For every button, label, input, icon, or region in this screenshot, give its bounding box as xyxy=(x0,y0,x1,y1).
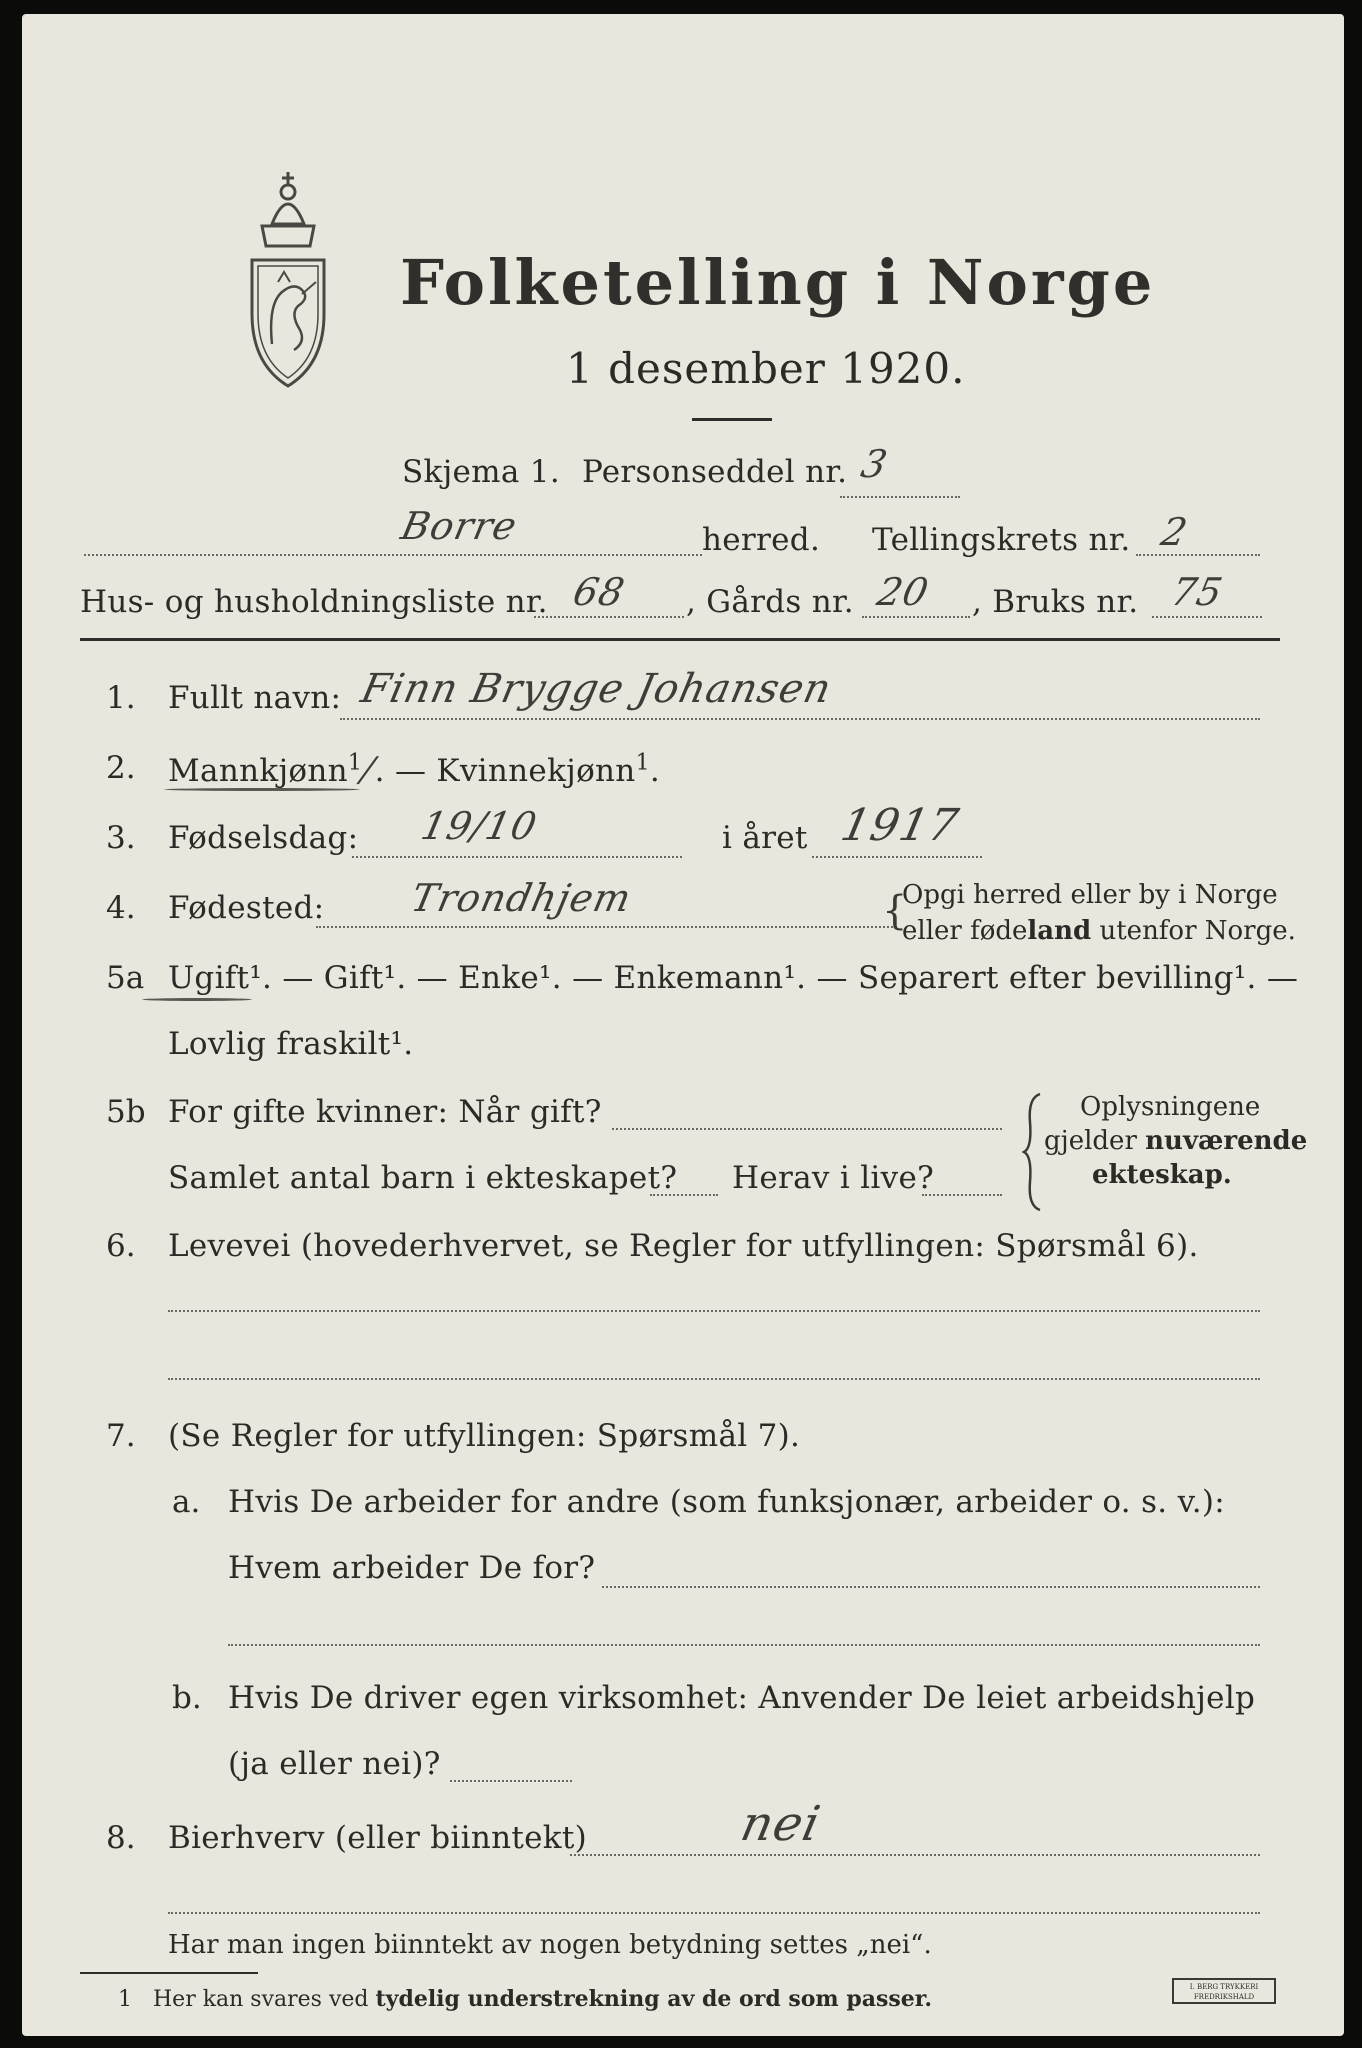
q3-number: 3. xyxy=(106,820,136,856)
q8-note: Har man ingen biinntekt av nogen betydning settes „nei“. xyxy=(168,1930,932,1960)
q7a-employer-label: Hvem arbeider De for? xyxy=(228,1550,596,1586)
q5b-note-2a: gjelder xyxy=(1044,1126,1137,1156)
q1-number: 1. xyxy=(106,680,136,716)
q2-female-option: Kvinnekjønn xyxy=(436,753,636,789)
q8-value: nei xyxy=(736,1796,826,1852)
q3-field-line xyxy=(352,856,682,858)
q3-year-field-line xyxy=(812,856,982,858)
q4-value: Trondhjem xyxy=(407,876,636,920)
q2-male-check-mark: / xyxy=(357,750,379,790)
printer-stamp xyxy=(1172,1978,1276,2004)
q6-field-line-1 xyxy=(168,1310,1260,1312)
footnote-number: 1 xyxy=(118,1987,132,2012)
q4-note-2c: utenfor Norge. xyxy=(1099,916,1296,946)
q7-number: 7. xyxy=(106,1418,136,1454)
q2-number: 2. xyxy=(106,750,136,786)
q4-label: Fødested: xyxy=(168,890,325,926)
q7a-employer-line xyxy=(602,1586,1260,1588)
q5b-married-date-label: For gifte kvinner: Når gift? xyxy=(168,1094,602,1130)
hus-label: Hus- og husholdningsliste nr. xyxy=(80,584,548,620)
census-date: 1 desember 1920. xyxy=(566,344,966,393)
personseddel-field-line xyxy=(840,496,960,498)
q5b-children-label: Samlet antal barn i ekteskapet? xyxy=(168,1160,678,1196)
printer-stamp-line-2: FREDRIKSHALD xyxy=(1193,1993,1255,2001)
q7-label: (Se Regler for utfyllingen: Spørsmål 7). xyxy=(168,1418,801,1454)
q2-footnote-marker-2: 1 xyxy=(635,750,650,776)
q4-number: 4. xyxy=(106,890,136,926)
census-form-page xyxy=(22,14,1344,2036)
q4-note-2a: eller føde xyxy=(902,916,1028,946)
q1-field-line xyxy=(340,718,1260,720)
q8-number: 8. xyxy=(106,1820,136,1856)
form-title: Folketelling i Norge xyxy=(400,246,1156,319)
q3-label: Fødselsdag: xyxy=(168,820,359,856)
footnote-text-a: Her kan svares ved xyxy=(152,1987,369,2012)
gards-value: 20 xyxy=(873,570,934,614)
q5b-alive-line xyxy=(922,1194,1002,1196)
personseddel-value: 3 xyxy=(857,442,892,486)
q2-options xyxy=(168,750,660,790)
bruks-label: , Bruks nr. xyxy=(972,584,1139,620)
q4-note-brace: { xyxy=(882,888,908,934)
q1-label: Fullt navn: xyxy=(168,680,342,716)
tellingskrets-label: Tellingskrets nr. xyxy=(872,522,1131,558)
q7b-yes-no-line xyxy=(450,1780,572,1782)
q5b-children-line xyxy=(650,1194,718,1196)
q5b-note-line-2 xyxy=(1044,1126,1307,1156)
q5a-options-cont: Lovlig fraskilt¹. xyxy=(168,1026,414,1062)
tellingskrets-value: 2 xyxy=(1157,510,1192,554)
q3-year-value: 1917 xyxy=(836,800,964,851)
bruks-value: 75 xyxy=(1167,570,1228,614)
title-divider xyxy=(692,418,772,421)
footnote-text-b: tydelig understrekning av de ord som passer. xyxy=(375,1986,932,2012)
q3-year-label: i året xyxy=(722,820,808,856)
hus-field-line xyxy=(534,616,684,618)
personseddel-label: Personseddel nr. xyxy=(582,454,848,490)
q7a-employer-line-2 xyxy=(228,1644,1260,1646)
q2-footnote-marker-1: 1 xyxy=(347,750,363,776)
q2-separator: . — xyxy=(374,753,427,789)
q4-note-2b: land xyxy=(1027,916,1092,946)
q5b-married-date-line xyxy=(612,1128,1002,1130)
herred-value: Borre xyxy=(397,504,522,548)
q7a-number: a. xyxy=(172,1484,201,1520)
herred-label: herred. xyxy=(702,522,821,558)
norway-coat-of-arms-icon xyxy=(232,164,344,390)
q5a-number: 5a xyxy=(106,960,145,996)
q5b-number: 5b xyxy=(106,1094,146,1130)
printer-stamp-line-1: I. BERG TRYKKERI xyxy=(1189,1983,1259,1991)
q2-male-option: Mannkjønn xyxy=(168,753,348,789)
q8-label: Bierhverv (eller biinntekt) xyxy=(168,1820,588,1856)
gards-field-line xyxy=(862,616,970,618)
footnote-divider xyxy=(80,1972,258,1974)
q2-male-underline xyxy=(164,788,360,791)
q7b-label: Hvis De driver egen virksomhet: Anvender De leiet arbeidshjelp xyxy=(228,1680,1256,1716)
q4-field-line xyxy=(316,926,896,928)
q4-note-line-2 xyxy=(902,916,1296,946)
hus-value: 68 xyxy=(569,570,630,614)
q1-value: Finn Brygge Johansen xyxy=(357,666,836,712)
q7b-yes-no-label: (ja eller nei)? xyxy=(228,1746,441,1782)
q5b-note-brace xyxy=(1022,1092,1044,1212)
gards-label: , Gårds nr. xyxy=(686,584,854,620)
header-divider xyxy=(80,638,1280,641)
bruks-field-line xyxy=(1152,616,1262,618)
q2-end: . xyxy=(649,753,661,789)
q7b-number: b. xyxy=(172,1680,202,1716)
herred-field-line xyxy=(84,554,702,556)
q5b-note-2b: nuværende xyxy=(1145,1126,1308,1156)
q5b-note-line-1: Oplysningene xyxy=(1080,1092,1261,1122)
q5b-alive-label: Herav i live? xyxy=(732,1160,935,1196)
q7a-label: Hvis De arbeider for andre (som funksjonær, arbeider o. s. v.): xyxy=(228,1484,1226,1520)
schema-label: Skjema 1. xyxy=(402,454,560,490)
q5b-note-line-3: ekteskap. xyxy=(1092,1160,1232,1190)
q8-field-line xyxy=(570,1854,1260,1856)
q8-field-line-2 xyxy=(168,1912,1260,1914)
q6-label: Levevei (hovederhvervet, se Regler for utfyllingen: Spørsmål 6). xyxy=(168,1228,1199,1264)
q5a-ugift-underline xyxy=(142,998,252,1001)
q6-number: 6. xyxy=(106,1228,136,1264)
q4-note-line-1: Opgi herred eller by i Norge xyxy=(902,880,1278,910)
q6-field-line-2 xyxy=(168,1378,1260,1380)
q3-value: 19/10 xyxy=(417,804,542,848)
q5a-options: Ugift¹. — Gift¹. — Enke¹. — Enkemann¹. — Separert efter bevilling¹. — xyxy=(168,960,1299,996)
tellingskrets-field-line xyxy=(1136,554,1260,556)
footnote xyxy=(118,1986,932,2012)
